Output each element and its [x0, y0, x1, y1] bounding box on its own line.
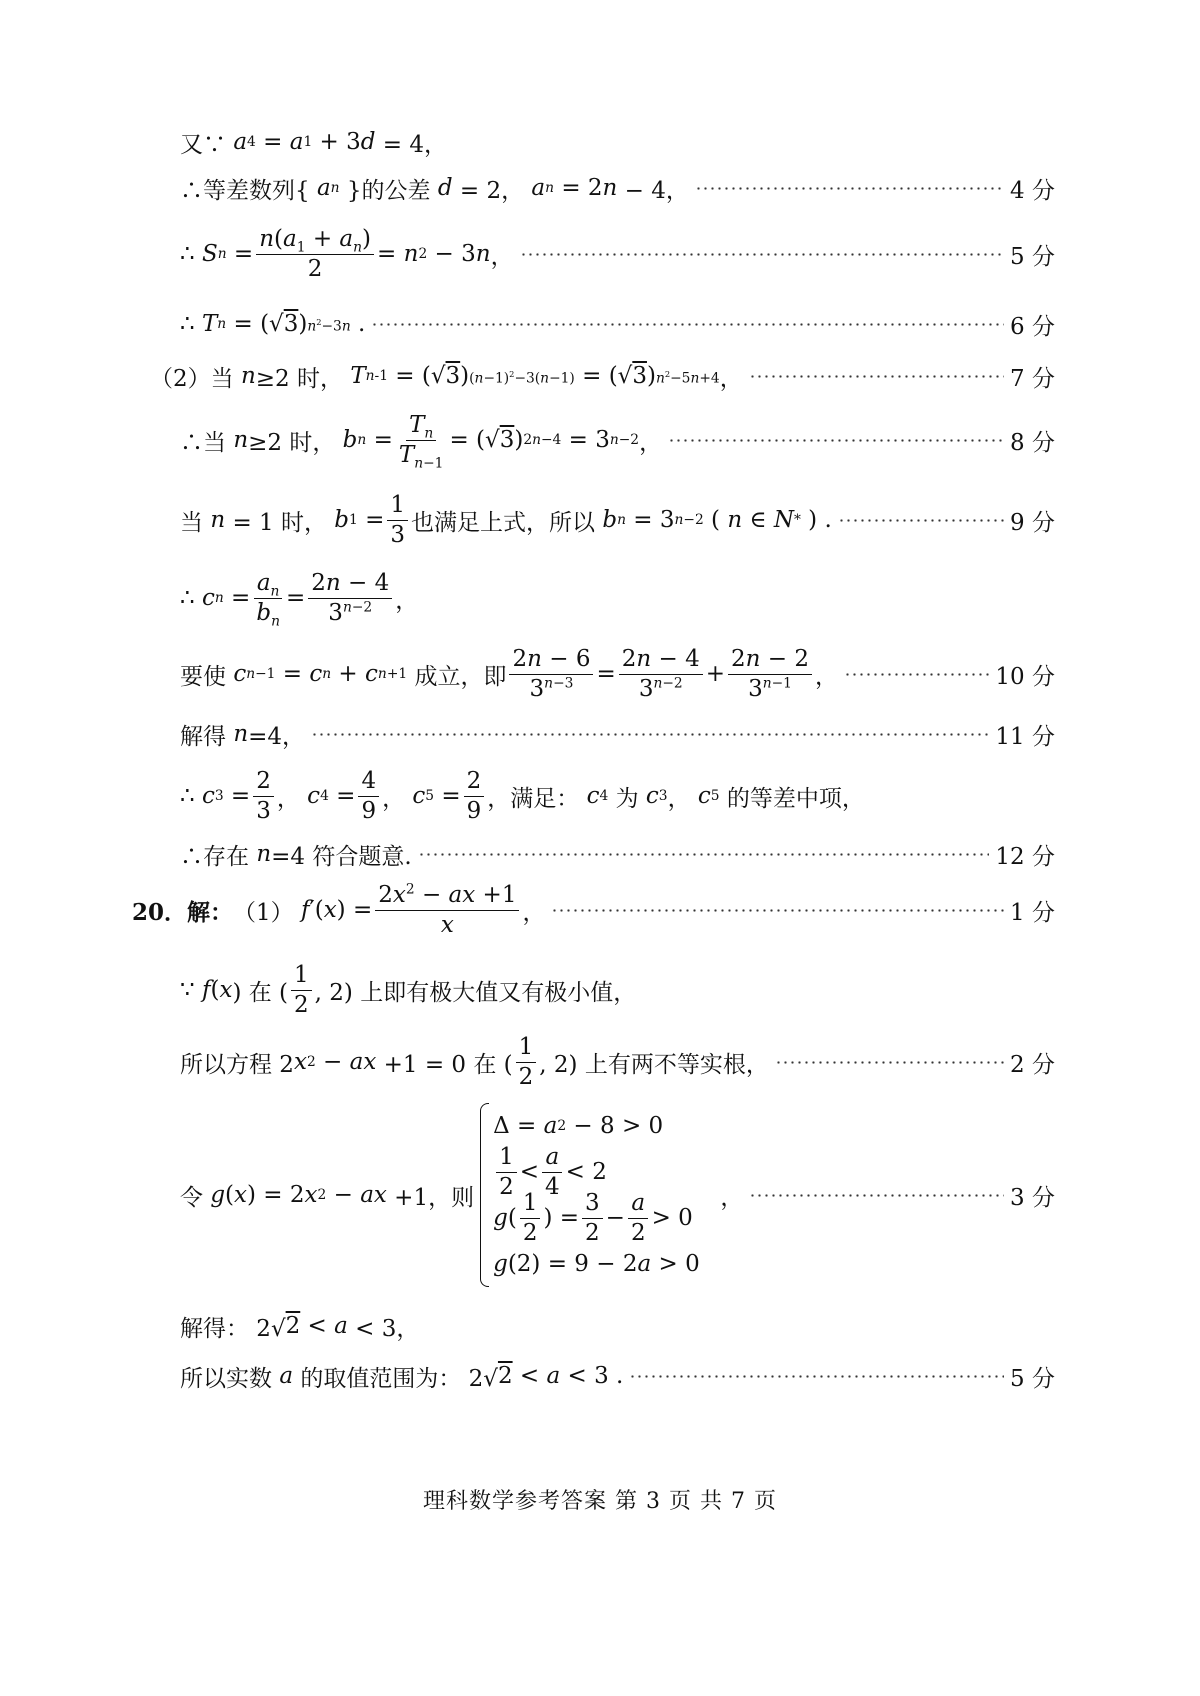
- leader-dots: [775, 1061, 1004, 1064]
- line-text: 20．解： （1） f ′( x ) = $\frac{2x^2 - ax +1}{x}$ ，: [132, 881, 546, 938]
- score-label: 12 分: [995, 843, 1055, 870]
- solution-line-17: [180, 1306, 1055, 1346]
- fraction: $\frac{a_n}{b_n}$: [253, 571, 283, 624]
- fraction: $\frac{T_n}{T_{n-1}}$: [398, 412, 444, 472]
- solution-line-11: [180, 764, 1055, 828]
- solution-line-14: [180, 958, 1055, 1022]
- solution-line-13: [132, 878, 1055, 942]
- left-brace: [480, 1103, 489, 1287]
- leader-dots: [551, 909, 1004, 912]
- line-text: ∴等差数列{ a n }的公差 d = 2， a n = 2 n − 4，: [180, 175, 689, 204]
- solution-line-2: [180, 168, 1055, 208]
- line-text: ∵ f ( x ) 在 ( $\frac{1}{2}$ , 2) 上即有极大值又有极小值，: [180, 962, 637, 1018]
- fraction: $\frac{4}{9}$: [358, 769, 379, 822]
- line-text: 解得 n =4，: [180, 721, 306, 750]
- line-text: 要使 c n−1 = c n + c n+1 成立，即 $\frac{2n - 6}{3^{n-3}}$ = $\frac{2n - 4}{3^{n-2}}$ + $\frac{2n - 2}{3^{n-1}}$ ，: [180, 646, 839, 702]
- line-text: 令 g ( x ) = 2 x 2 − ax +1，则 Δ = a 2 − 8 > 0 $\frac{1}{2}$ < $\frac{a}{4}$ < 2 g ( $\frac{1}{2}$ ) = $\frac{3}{2}$ − $\frac{a}{2}$ > 0 g (2) = 9 − 2 a > 0 ，: [180, 1103, 743, 1287]
- leader-dots: [844, 673, 989, 676]
- line-text: 所以方程 2 x 2 − ax +1 = 0 在 ( $\frac{1}{2}$ , 2) 上有两不等实根，: [180, 1034, 769, 1090]
- leader-dots: [629, 1375, 1004, 1378]
- leader-dots: [371, 323, 1004, 326]
- score-label: 2 分: [1010, 1051, 1055, 1078]
- line-text: ∴存在 n =4 符合题意.: [180, 841, 412, 870]
- leader-dots: [749, 375, 1004, 378]
- leader-dots: [749, 1194, 1004, 1197]
- line-text: ∴ c n = $\frac{a_n}{b_n}$ = $\frac{2n - 4}{3^{n-2}}$ ，: [180, 570, 419, 630]
- score-label: 4 分: [1010, 177, 1055, 204]
- line-text: （2）当 n ≥2 时， T n-1 = (√ 3 ) $(n-1)^2-3(n-1)$ = (√ 3 ) $n^2-5n+4$ ，: [150, 363, 743, 392]
- solution-line-4: [180, 304, 1055, 344]
- score-label: 3 分: [1010, 1184, 1055, 1211]
- line-text: ∴ T n = (√ 3 ) $n^2-3n$ .: [180, 311, 366, 337]
- fraction: $\frac{2}{3}$: [253, 769, 274, 822]
- fraction: $\frac{1}{3}$: [387, 493, 408, 546]
- score-label: 5 分: [1010, 1365, 1055, 1392]
- fraction: $\frac{2n - 6}{3^{n-3}}$: [509, 647, 593, 700]
- score-label: 11 分: [995, 723, 1055, 750]
- line-text: 当 n = 1 时， b 1 = $\frac{1}{3}$ 也满足上式，所以 b n = 3 n−2 ( n ∈ N * ) .: [180, 492, 832, 548]
- solution-line-6: [180, 408, 1055, 472]
- fraction: $\frac{2}{9}$: [464, 769, 485, 822]
- page-footer: 理科数学参考答案 第 3 页 共 7 页: [423, 1489, 777, 1514]
- solution-line-8: [180, 566, 1055, 630]
- score-label: 7 分: [1010, 365, 1055, 392]
- solution-line-18: [180, 1356, 1055, 1396]
- leader-dots: [838, 519, 1004, 522]
- score-label: 8 分: [1010, 429, 1055, 456]
- solution-line-7: [180, 488, 1055, 552]
- solution-line-5: [150, 356, 1055, 396]
- fraction: $\frac{1}{2}$: [291, 963, 312, 1016]
- fraction: $\frac{n(a_1 + a_n)}{2}$: [256, 227, 374, 280]
- fraction: $\frac{1}{2}$: [516, 1035, 537, 1088]
- leader-dots: [311, 733, 989, 736]
- line-text: ∴ c 3 = $\frac{2}{3}$ ， c 4 = $\frac{4}{9}$ ， c 5 = $\frac{2}{9}$ ，满足： c 4 为 c 3 ， c 5 的等差中项，: [180, 768, 865, 824]
- fraction: $\frac{2x^2 - ax +1}{x}$: [375, 883, 519, 936]
- score-label: 5 分: [1010, 243, 1055, 270]
- line-text: ∴当 n ≥2 时， b n = $\frac{T_n}{T_{n-1}}$ = (√ 3 ) 2n−4 = 3 n−2 ，: [180, 412, 663, 472]
- solution-line-12: [180, 834, 1055, 874]
- line-text: 解得： 2√ 2 < a < 3，: [180, 1313, 420, 1342]
- solution-line-3: [180, 222, 1055, 286]
- line-text: 又∵ a 4 = a 1 + 3 d = 4，: [180, 129, 448, 158]
- inequality-system: Δ = a 2 − 8 > 0 $\frac{1}{2}$ < $\frac{a}{4}$ < 2 g ( $\frac{1}{2}$ ) = $\frac{3}{2}$ − $\frac{a}{2}$ > 0 g (2) = 9 − 2 a > 0: [480, 1103, 700, 1287]
- fraction: $\frac{2n - 4}{3^{n-2}}$: [308, 571, 392, 624]
- score-label: 1 分: [1010, 899, 1055, 926]
- solution-line-9: [180, 642, 1055, 706]
- solution-line-10: [180, 714, 1055, 754]
- solution-line-15: [180, 1030, 1055, 1094]
- solution-line-16: [180, 1100, 1055, 1290]
- score-label: 6 分: [1010, 313, 1055, 340]
- line-text: ∴ S n = $\frac{n(a_1 + a_n)}{2}$ = n 2 − 3 n ，: [180, 226, 514, 282]
- leader-dots: [520, 253, 1004, 256]
- score-label: 9 分: [1010, 509, 1055, 536]
- fraction: $\frac{2n - 4}{3^{n-2}}$: [619, 647, 703, 700]
- fraction: $\frac{2n - 2}{3^{n-1}}$: [728, 647, 812, 700]
- solution-line-1: [180, 122, 1055, 162]
- score-label: 10 分: [995, 663, 1055, 690]
- leader-dots: [695, 187, 1004, 190]
- leader-dots: [418, 853, 990, 856]
- line-text: 所以实数 a 的取值范围为： 2√ 2 < a < 3 .: [180, 1363, 624, 1392]
- leader-dots: [668, 439, 1004, 442]
